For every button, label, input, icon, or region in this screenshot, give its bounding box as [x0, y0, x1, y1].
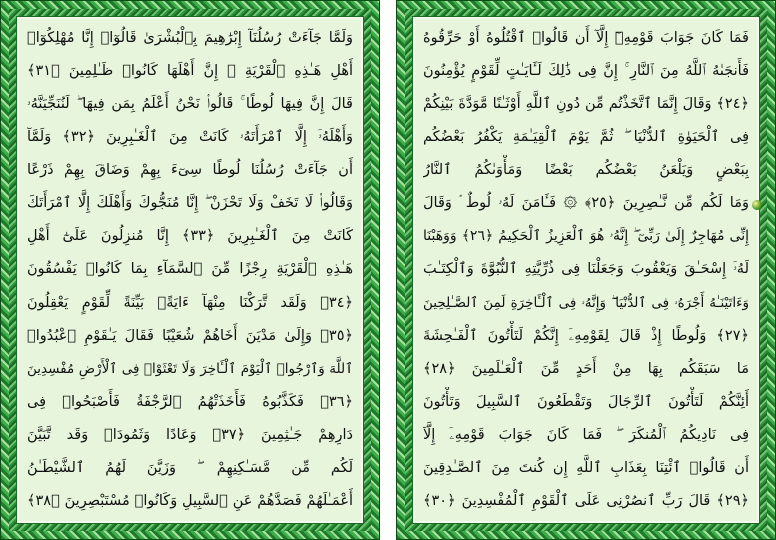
verse-line: قَالَ إِنَّ فِيهَا لُوطًا ۚ قَالُوا۟ نَحْنُ أَعْلَمُ بِمَن فِيهَا ۖ لَنُنَجِّيَنَّهُۥ [27, 96, 353, 113]
right-mushaf-page [396, 0, 776, 540]
verse-line: أَعْمَـٰلَهُمْ فَصَدَّهُمْ عَنِ ٱلسَّبِيلِ وَكَانُوا۟ مُسْتَبْصِرِينَ ﴿٣٨﴾ [27, 492, 353, 509]
verse-line: ﴿٢٩﴾ قَالَ رَبِّ ٱنصُرْنِى عَلَى ٱلْقَوْمِ ٱلْمُفْسِدِينَ ﴿٣٠﴾ [423, 492, 749, 509]
verse-line: دَارِهِمْ جَـٰثِمِينَ ﴿٣٧﴾ وَعَادًا وَثَمُودَا۟ وَقَد تَّبَيَّنَ [27, 426, 353, 443]
left-mushaf-page [0, 0, 380, 540]
verse-line: ٱللَّهَ وَٱرْجُوا۟ ٱلْيَوْمَ ٱلْـَٔاخِرَ وَلَا تَعْثَوْا۟ فِى ٱلْأَرْضِ مُفْسِدِينَ [27, 360, 353, 377]
verse-line: وَءَاتَيْنَـٰهُ أَجْرَهُۥ فِى ٱلدُّنْيَا ۖ وَإِنَّهُۥ فِى ٱلْـَٔاخِرَةِ لَمِنَ ٱلصَّـٰلِحِينَ [423, 294, 749, 311]
verse-line: أَن قَالُوا۟ ٱئْتِنَا بِعَذَابِ ٱللَّهِ إِن كُنتَ مِنَ ٱلصَّـٰدِقِينَ [423, 459, 749, 476]
verse-line: ﴿٣٦﴾ فَكَذَّبُوهُ فَأَخَذَتْهُمُ ٱلرَّجْفَةُ فَأَصْبَحُوا۟ فِى [27, 393, 353, 410]
verse-lines [27, 23, 353, 517]
verse-line: وَلَمَّا جَآءَتْ رُسُلُنَآ إِبْرَٰهِيمَ بِٱلْبُشْرَىٰ قَالُوٓا۟ إِنَّا مُهْلِكُوٓا۟ [27, 30, 353, 46]
verse-line: بِبَعْضٍ وَيَلْعَنُ بَعْضُكُم بَعْضًا وَمَأْوَىٰكُمُ ٱلنَّارُ [423, 162, 749, 179]
verse-line: ﴿٣٤﴾ وَلَقَد تَّرَكْنَا مِنْهَآ ءَايَةًۢ بَيِّنَةً لِّقَوْمٍ يَعْقِلُونَ [27, 294, 353, 311]
verse-line: هَـٰذِهِ ٱلْقَرْيَةِ رِجْزًا مِّنَ ٱلسَّمَآءِ بِمَا كَانُوا۟ يَفْسُقُونَ [27, 261, 353, 278]
verse-lines [423, 23, 749, 517]
verse-line: إِنِّى مُهَاجِرٌ إِلَىٰ رَبِّىٓ ۖ إِنَّهُۥ هُوَ ٱلْعَزِيزُ ٱلْحَكِيمُ ﴿٢٦﴾ وَوَهَبْنَا [423, 228, 749, 245]
page-turn-dot-icon[interactable] [752, 200, 762, 210]
verse-line: فَأَنجَىٰهُ ٱللَّهُ مِنَ ٱلنَّارِ ۚ إِنَّ فِى ذَٰلِكَ لَـَٔايَـٰتٍ لِّقَوْمٍ يُؤْمِنُونَ [423, 63, 749, 80]
verse-line: ﴿٣٥﴾ وَإِلَىٰ مَدْيَنَ أَخَاهُمْ شُعَيْبًا فَقَالَ يَـٰقَوْمِ ٱعْبُدُوا۟ [27, 327, 353, 344]
verse-line: فِى نَادِيكُمُ ٱلْمُنكَرَ ۖ فَمَا كَانَ جَوَابَ قَوْمِهِۦٓ إِلَّآ [423, 426, 749, 443]
verse-line: أَئِنَّكُمْ لَتَأْتُونَ ٱلرِّجَالَ وَتَقْطَعُونَ ٱلسَّبِيلَ وَتَأْتُونَ [423, 393, 749, 410]
verse-line: وَأَهْلَهُۥٓ إِلَّا ٱمْرَأَتَهُۥ كَانَتْ مِنَ ٱلْغَـٰبِرِينَ ﴿٣٢﴾ وَلَمَّآ [27, 129, 353, 146]
verse-line: فَمَا كَانَ جَوَابَ قَوْمِهِۦٓ إِلَّآ أَن قَالُوا۟ ٱقْتُلُوهُ أَوْ حَرِّقُوهُ [423, 30, 749, 46]
verse-line: ﴿٢٤﴾ وَقَالَ إِنَّمَا ٱتَّخَذْتُم مِّن دُونِ ٱللَّهِ أَوْثَـٰنًا مَّوَدَّةَ بَيْنِكُمْ [423, 96, 749, 113]
verse-line: لَكُم مِّن مَّسَـٰكِنِهِمْ ۖ وَزَيَّنَ لَهُمُ ٱلشَّيْطَـٰنُ [27, 459, 353, 476]
verse-line: أَهْلِ هَـٰذِهِ ٱلْقَرْيَةِ ۖ إِنَّ أَهْلَهَا كَانُوا۟ ظَـٰلِمِينَ ﴿٣١﴾ [27, 63, 353, 80]
page-text-panel [412, 16, 760, 524]
verse-line: وَقَالُوا۟ لَا تَخَفْ وَلَا تَحْزَنْ ۖ إِنَّا مُنَجُّوكَ وَأَهْلَكَ إِلَّا ٱمْرَأَتَكَ [27, 195, 353, 212]
verse-line: أَن جَآءَتْ رُسُلُنَا لُوطًا سِىٓءَ بِهِمْ وَضَاقَ بِهِمْ ذَرْعًا [27, 162, 353, 179]
verse-line: ﴿٢٧﴾ وَلُوطًا إِذْ قَالَ لِقَوْمِهِۦٓ إِنَّكُمْ لَتَأْتُونَ ٱلْفَـٰحِشَةَ [423, 327, 749, 344]
verse-line: كَانَتْ مِنَ ٱلْغَـٰبِرِينَ ﴿٣٣﴾ إِنَّا مُنزِلُونَ عَلَىٰٓ أَهْلِ [27, 228, 353, 245]
verse-line: وَمَا لَكُم مِّن نَّـٰصِرِينَ ﴿٢٥﴾ ۞ فَـَٔامَنَ لَهُۥ لُوطٌ ۘ وَقَالَ [423, 195, 749, 212]
verse-line: لَهُۥٓ إِسْحَـٰقَ وَيَعْقُوبَ وَجَعَلْنَا فِى ذُرِّيَّتِهِ ٱلنُّبُوَّةَ وَٱلْكِتَـٰبَ [423, 261, 749, 278]
verse-line: فِى ٱلْحَيَوٰةِ ٱلدُّنْيَا ۖ ثُمَّ يَوْمَ ٱلْقِيَـٰمَةِ يَكْفُرُ بَعْضُكُم [423, 129, 749, 146]
page-text-panel [16, 16, 364, 524]
verse-line: مَا سَبَقَكُم بِهَا مِنْ أَحَدٍ مِّنَ ٱلْعَـٰلَمِينَ ﴿٢٨﴾ [423, 360, 749, 377]
